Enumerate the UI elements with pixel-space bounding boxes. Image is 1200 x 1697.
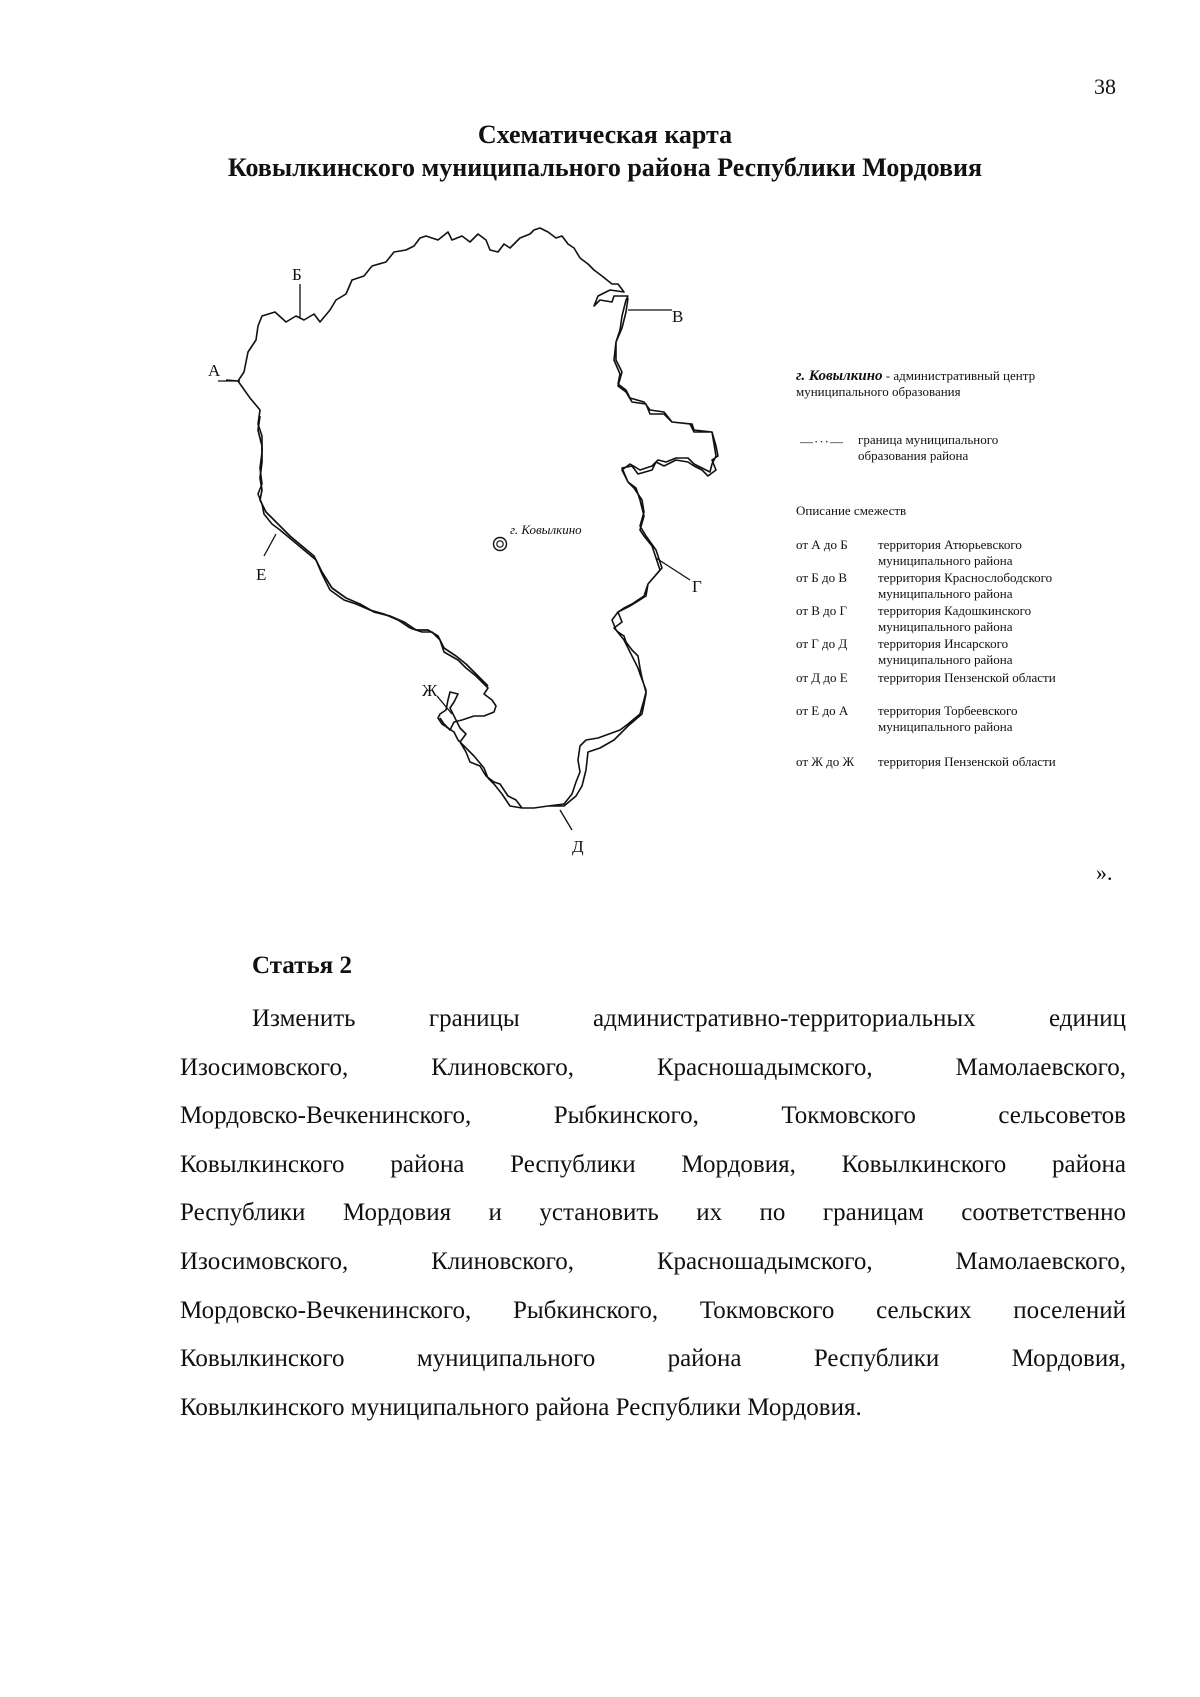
town-marker-icon bbox=[494, 538, 507, 551]
district-boundary bbox=[238, 228, 718, 808]
adjacency-range: от А до Б bbox=[796, 537, 848, 552]
article-line: Мордовско-Вечкенинского, Рыбкинского, Токмовского сельских поселений bbox=[180, 1296, 1126, 1324]
article-line: Ковылкинского района Республики Мордовия, Ковылкинского района bbox=[180, 1150, 1126, 1178]
legend-center bbox=[796, 368, 1096, 400]
article-line: Изосимовского, Клиновского, Красношадымского, Мамолаевского, bbox=[180, 1053, 1126, 1081]
pointer-line-e bbox=[264, 534, 276, 556]
adjacency-desc: территория Пензенской области bbox=[878, 670, 1056, 685]
town-label: г. Ковылкино bbox=[510, 522, 582, 537]
point-label-v: В bbox=[672, 307, 684, 326]
adjacency-desc: территория Кадошкинского муниципального района bbox=[878, 603, 1032, 634]
article-line: Мордовско-Вечкенинского, Рыбкинского, Токмовского сельсоветов bbox=[180, 1102, 1126, 1130]
district-shape bbox=[258, 416, 488, 686]
adjacency-desc: территория Атюрьевского муниципального района bbox=[878, 537, 1022, 568]
legend-border-text: граница муниципального образования района bbox=[858, 432, 999, 463]
article-line: Изосимовского, Клиновского, Красношадымского, Мамолаевского, bbox=[180, 1247, 1126, 1275]
adjacency-range: от В до Г bbox=[796, 603, 848, 618]
article-line: Изменить границы административно-территориальных единиц bbox=[252, 1005, 1126, 1032]
border-line-symbol: —···— bbox=[800, 434, 844, 449]
adjacency-desc: территория Торбеевского муниципального района bbox=[878, 703, 1018, 734]
adjacency-range: от Ж до Ж bbox=[796, 754, 855, 769]
adjacency-range: от Е до А bbox=[796, 703, 849, 718]
adjacency-range: от Г до Д bbox=[796, 636, 848, 651]
district-outline bbox=[226, 380, 496, 730]
adjacency-desc: территория Инсарского муниципального района bbox=[878, 636, 1013, 667]
page-number: 38 bbox=[1094, 74, 1116, 99]
point-label-zh: Ж bbox=[422, 681, 438, 700]
legend-center-town: г. Ковылкино bbox=[796, 368, 883, 384]
article-title: Статья 2 bbox=[252, 952, 352, 979]
adjacency-desc: территория Краснослободского муниципального района bbox=[878, 570, 1053, 601]
article-line: Республики Мордовия и установить их по границам соответственно bbox=[180, 1199, 1126, 1227]
adjacency-range: от Д до Е bbox=[796, 670, 848, 685]
map-title-line-2: Ковылкинского муниципального района Республики Мордовия bbox=[227, 153, 983, 182]
adjacency-heading: Описание смежеств bbox=[796, 503, 907, 518]
point-label-b: Б bbox=[292, 265, 302, 284]
adjacency-range: от Б до В bbox=[796, 570, 848, 585]
adjacency-desc: территория Пензенской области bbox=[878, 754, 1056, 769]
point-label-a: А bbox=[208, 361, 221, 380]
point-label-e: Е bbox=[256, 565, 267, 584]
point-label-d: Д bbox=[572, 837, 584, 856]
point-label-g: Г bbox=[692, 577, 702, 596]
article-body bbox=[180, 995, 1126, 1432]
article-line: Ковылкинского муниципального района Республики Мордовия. bbox=[180, 1393, 862, 1421]
closing-quote: ». bbox=[1096, 860, 1113, 885]
article-line: Ковылкинского муниципального района Республики Мордовия, bbox=[180, 1345, 1126, 1373]
map-title-line-1: Схематическая карта bbox=[477, 120, 733, 149]
pointer-line-d bbox=[560, 810, 572, 830]
legend-center-text: - административный центр муниципального образования bbox=[796, 368, 1036, 399]
